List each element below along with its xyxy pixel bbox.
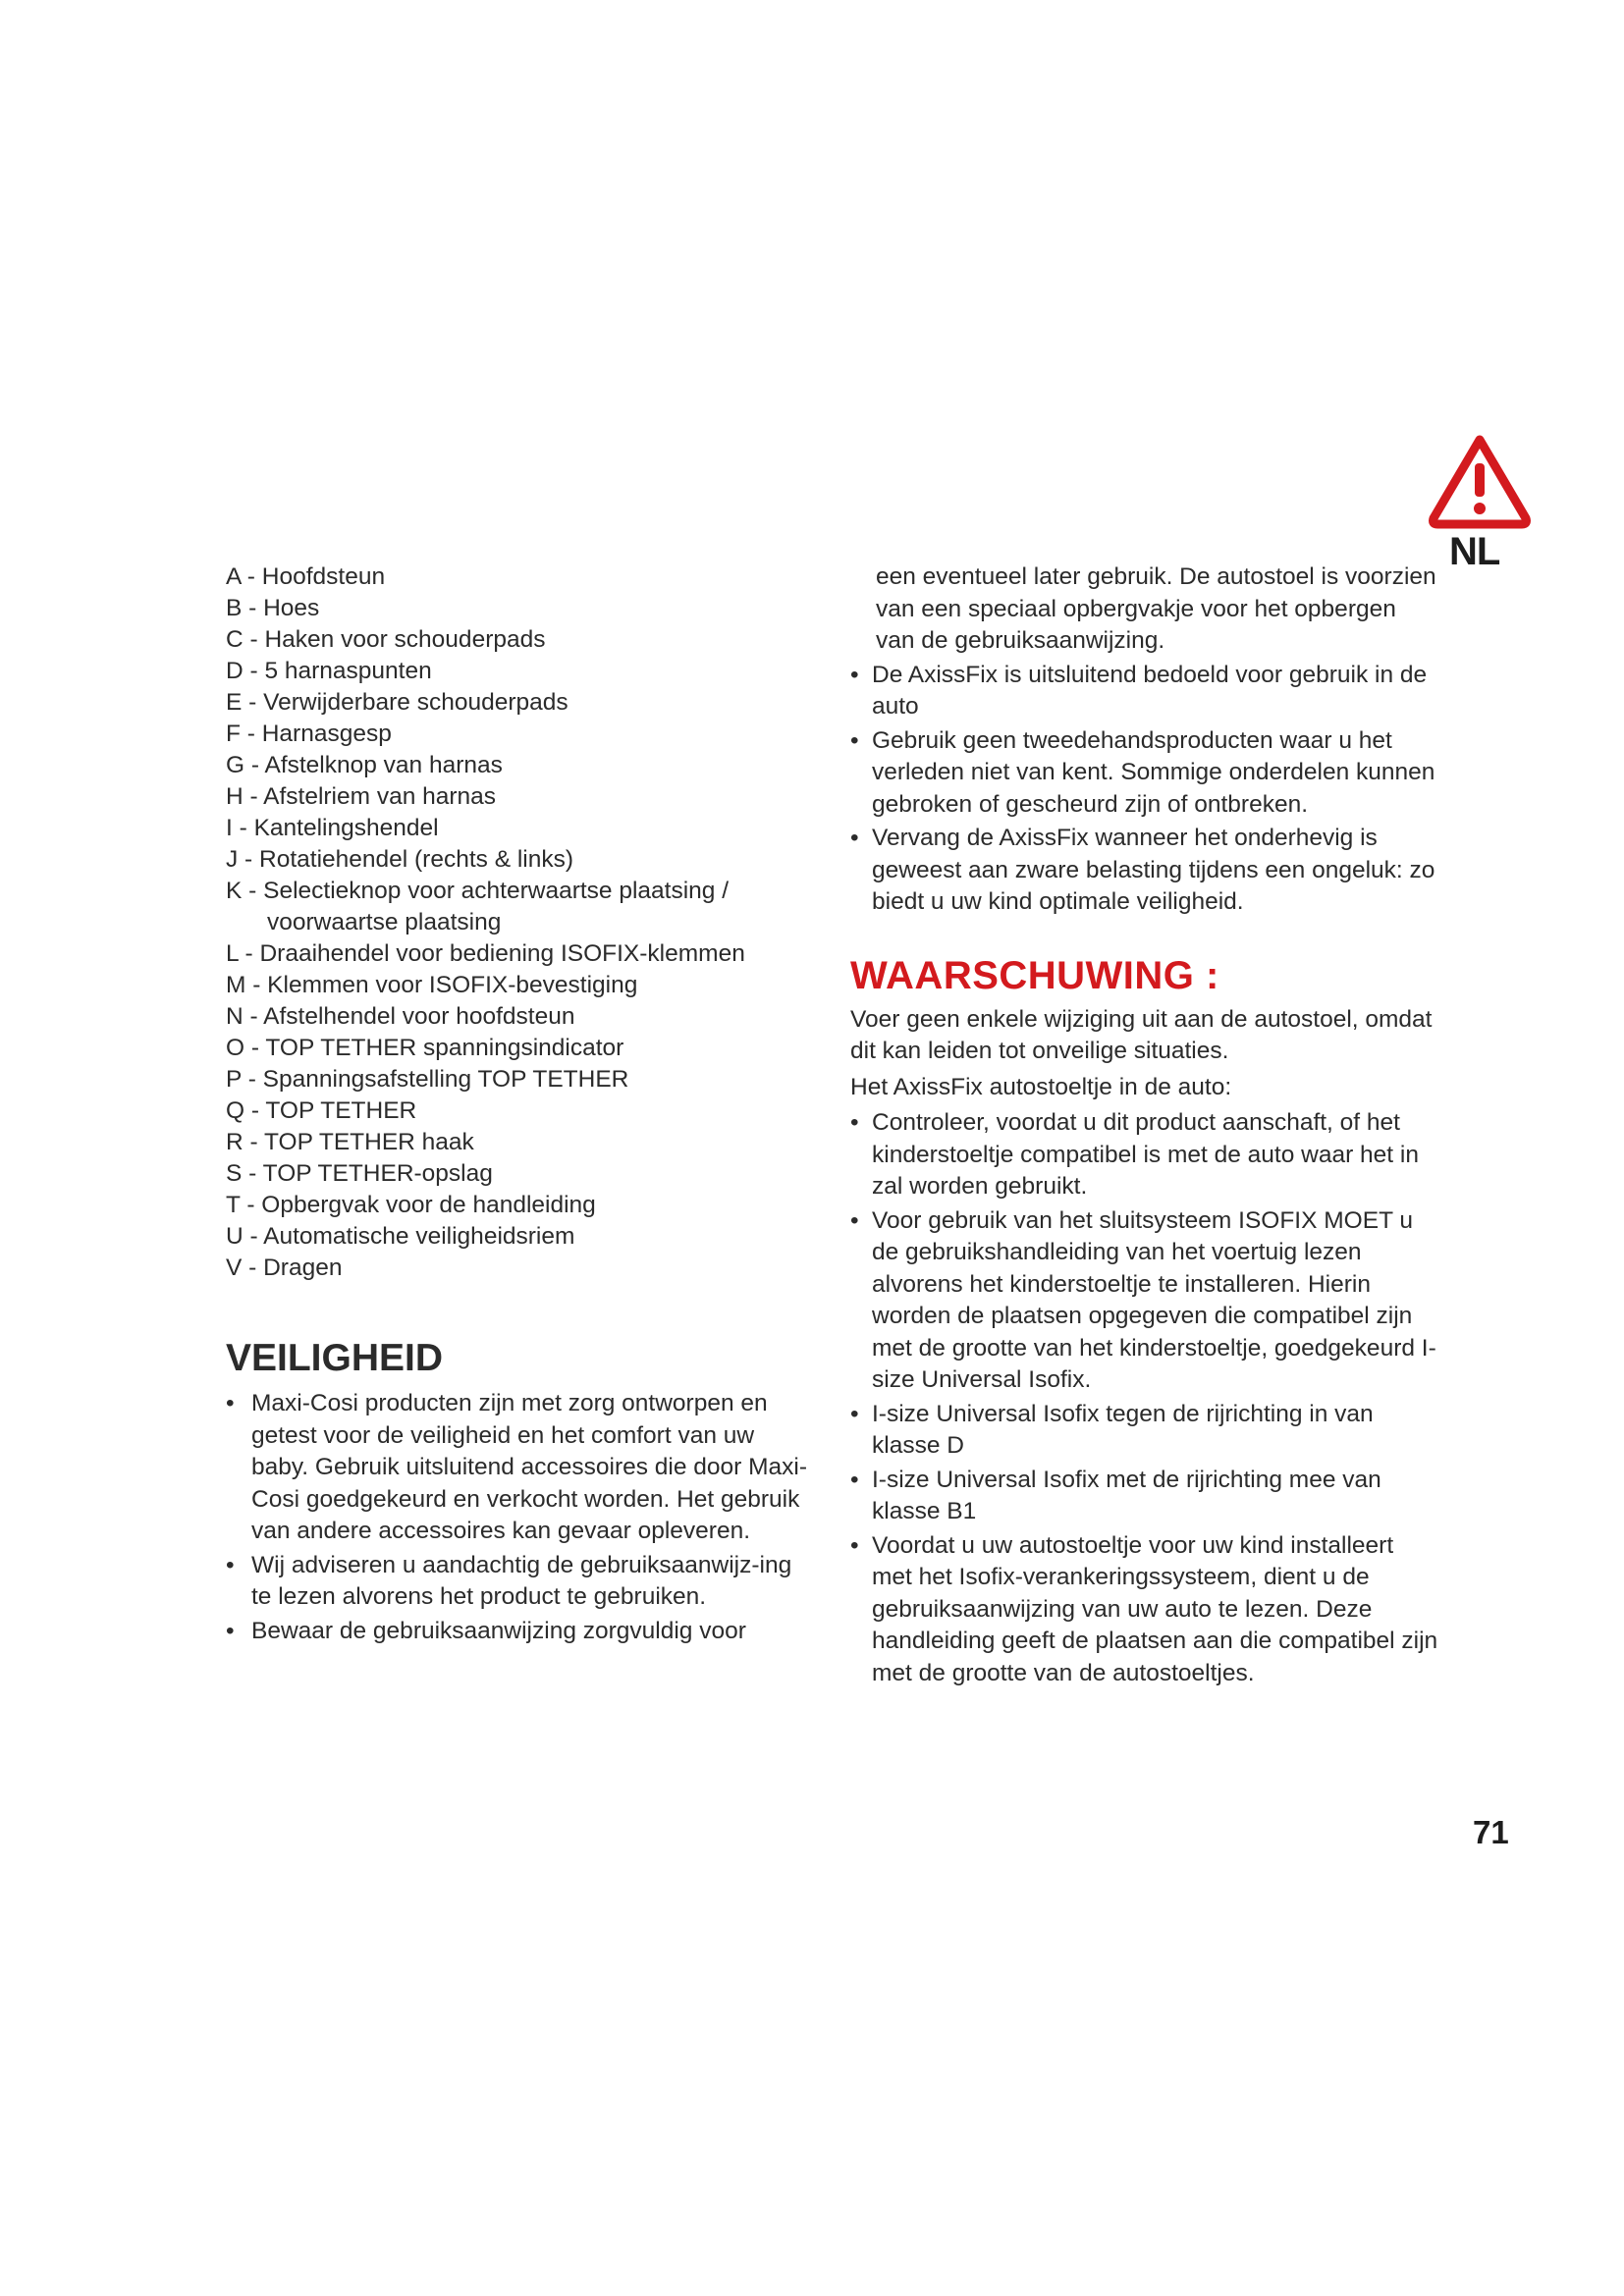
language-code: NL <box>1449 530 1500 573</box>
list-item: D - 5 harnaspunten <box>226 658 432 684</box>
safety-continuation: een eventueel later gebruik. De autostoel is voorzien van een speciaal opbergvakje voor het opbergen van de gebruiksaanwijzing. <box>876 563 1436 654</box>
list-item: • Voordat u uw autostoeltje voor uw kind installeert met het Isofix-verankeringssysteem, dient u de gebruiksaanwijzing van uw auto te lezen. Deze handleiding geeft de plaatsen aan die compatibel zijn met de grootte van de autostoeltjes. <box>850 1530 1439 1690</box>
list-item: A - Hoofdsteun <box>226 563 386 590</box>
list-item: L - Draaihendel voor bediening ISOFIX-klemmen <box>226 940 745 967</box>
safety-heading: VEILIGHEID <box>226 1337 444 1379</box>
list-item: O - TOP TETHER spanningsindicator <box>226 1035 624 1061</box>
list-item: • Maxi-Cosi producten zijn met zorg ontworpen en getest voor de veiligheid en het comfort van uw baby. Gebruik uitsluitend accessoires die door Maxi-Cosi goedgekeurd en verkocht worden. Het gebruik van andere accessoires kan gevaar opleveren. <box>226 1388 815 1548</box>
parts-list <box>226 561 815 1284</box>
list-item: M - Klemmen voor ISOFIX-bevestiging <box>226 972 638 998</box>
list-item: U - Automatische veiligheidsriem <box>226 1223 575 1250</box>
list-item: J - Rotatiehendel (rechts & links) <box>226 846 574 873</box>
list-item: E - Verwijderbare schouderpads <box>226 689 568 716</box>
list-item: • Gebruik geen tweedehandsproducten waar u het verleden niet van kent. Sommige onderdelen kunnen gebroken of gescheurd zijn of ontbreken. <box>850 725 1439 822</box>
warning-subheading: Het AxissFix autostoeltje in de auto: <box>850 1073 1232 1100</box>
page-number: 71 <box>1473 1814 1509 1850</box>
warning-intro: Voer geen enkele wijziging uit aan de autostoel, omdat dit kan leiden tot onveilige situaties. <box>850 1005 1433 1064</box>
list-item: V - Dragen <box>226 1255 343 1281</box>
list-item: C - Haken voor schouderpads <box>226 626 546 653</box>
list-item: • Voor gebruik van het sluitsysteem ISOFIX MOET u de gebruikshandleiding van het voertuig lezen alvorens het kinderstoeltje te installeren. Hierin worden de plaatsen opgegeven die compatibel zijn met de grootte van het kinderstoeltje, goedgekeurd I-size Universal Isofix. <box>850 1205 1439 1397</box>
list-item: I - Kantelingshendel <box>226 815 439 841</box>
safety-bullets <box>226 1388 815 1647</box>
list-item: B - Hoes <box>226 595 320 621</box>
list-item: • Wij adviseren u aandachtig de gebruiksaanwijz-ing te lezen alvorens het product te gebruiken. <box>226 1550 815 1614</box>
list-item: S - TOP TETHER-opslag <box>226 1160 493 1187</box>
warning-triangle-icon <box>1426 432 1534 530</box>
list-item: K - Selectieknop voor achterwaartse plaatsing / voorwaartse plaatsing <box>226 878 730 935</box>
list-item: P - Spanningsafstelling TOP TETHER <box>226 1066 629 1093</box>
list-item: N - Afstelhendel voor hoofdsteun <box>226 1003 575 1030</box>
list-item: • I-size Universal Isofix tegen de rijrichting in van klasse D <box>850 1399 1439 1463</box>
list-item: H - Afstelriem van harnas <box>226 783 497 810</box>
list-item: • De AxissFix is uitsluitend bedoeld voor gebruik in de auto <box>850 660 1439 723</box>
warning-bullets <box>850 1107 1439 1689</box>
list-item: R - TOP TETHER haak <box>226 1129 474 1155</box>
warning-heading: WAARSCHUWING : <box>850 953 1219 997</box>
list-item: T - Opbergvak voor de handleiding <box>226 1192 596 1218</box>
left-column <box>226 561 815 1649</box>
list-item: • Vervang de AxissFix wanneer het onderhevig is geweest aan zware belasting tijdens een ongeluk: zo biedt u uw kind optimale veiligheid. <box>850 823 1439 919</box>
list-item: • Bewaar de gebruiksaanwijzing zorgvuldig voor <box>226 1616 815 1648</box>
list-item: G - Afstelknop van harnas <box>226 752 503 778</box>
safety-bullets-continued <box>850 660 1439 919</box>
list-item: • I-size Universal Isofix met de rijrichting mee van klasse B1 <box>850 1465 1439 1528</box>
right-column <box>850 561 1439 1691</box>
list-item: Q - TOP TETHER <box>226 1097 417 1124</box>
list-item: • Controleer, voordat u dit product aanschaft, of het kinderstoeltje compatibel is met de auto waar het in zal worden gebruikt. <box>850 1107 1439 1203</box>
list-item: F - Harnasgesp <box>226 721 392 747</box>
